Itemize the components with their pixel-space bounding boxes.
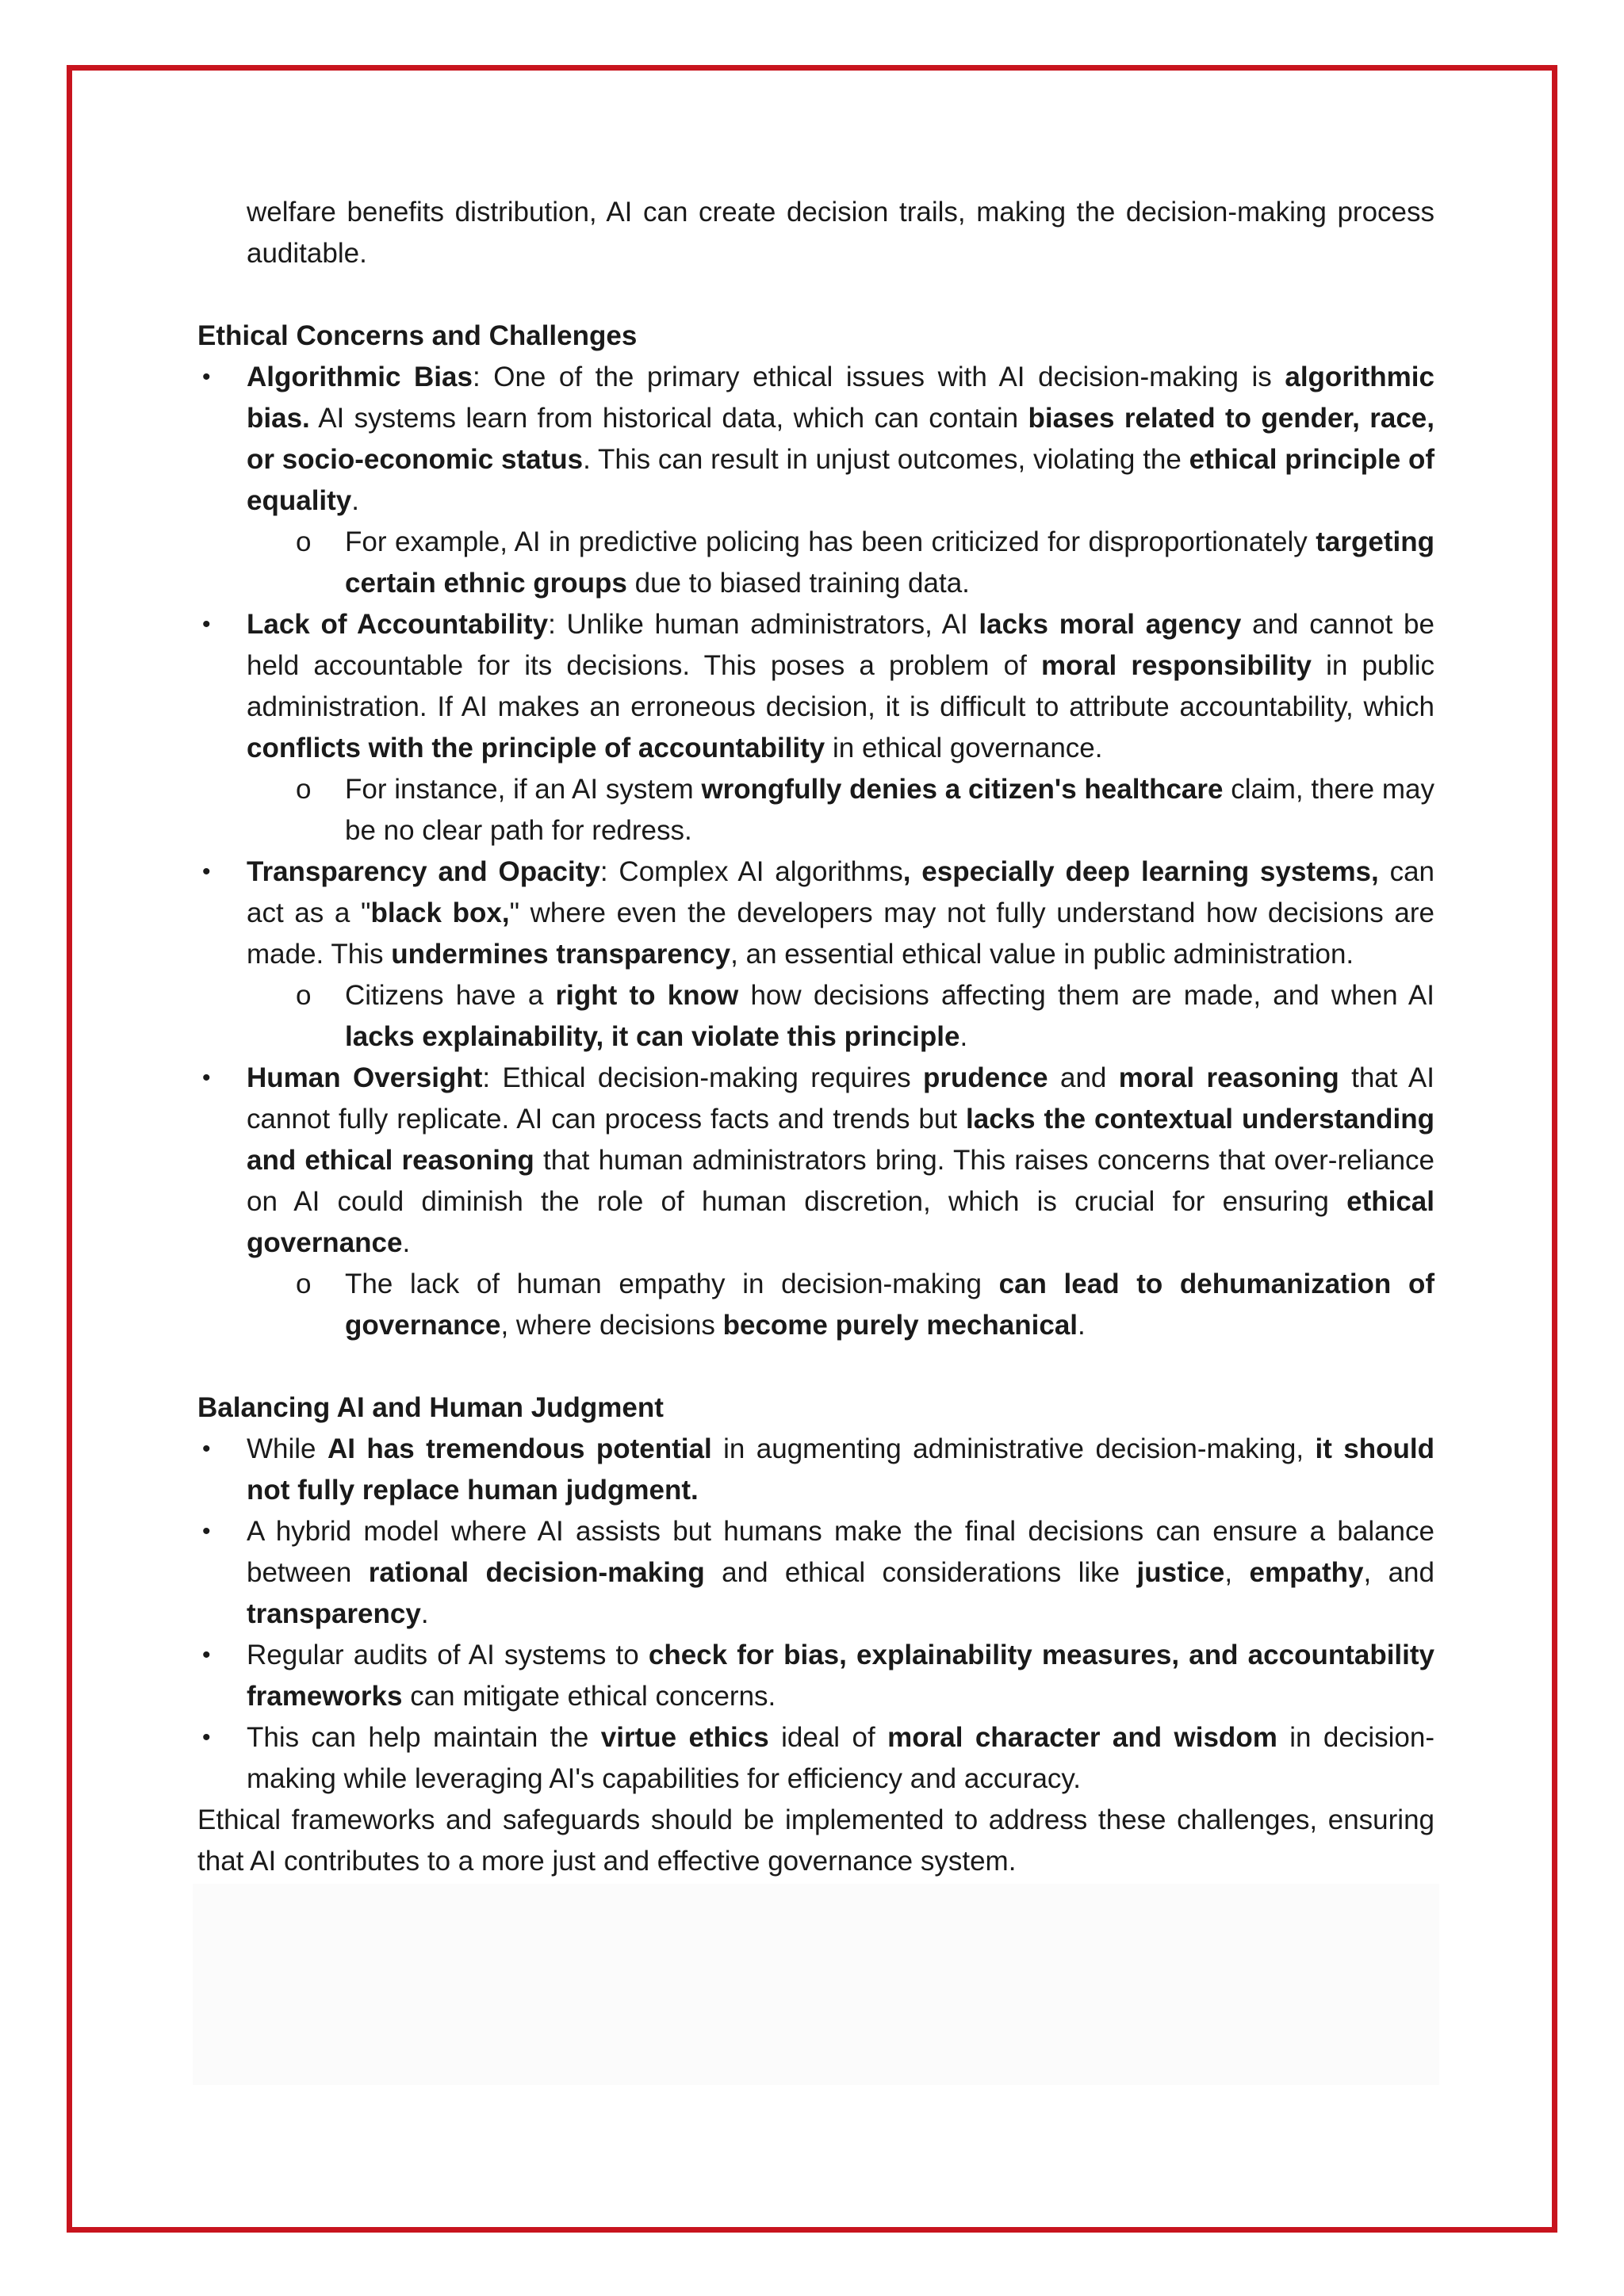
list-item: • While AI has tremendous potential in augmenting administrative decision-making, it should not fully replace human judgment. xyxy=(197,1429,1434,1511)
sub-list xyxy=(247,522,1434,604)
bullet-marker: • xyxy=(202,611,211,637)
document-body xyxy=(197,192,1434,1882)
sub-list-item: o For example, AI in predictive policing has been criticized for disproportionately targeting certain ethnic groups due to biased training data. xyxy=(197,522,1434,604)
list-item: • Regular audits of AI systems to check for bias, explainability measures, and accountability frameworks can mitigate ethical concerns. xyxy=(197,1635,1434,1717)
sub-list-item: o Citizens have a right to know how decisions affecting them are made, and when AI lacks explainability, it can violate this principle. xyxy=(197,975,1434,1058)
sub-list-item: o The lack of human empathy in decision-making can lead to dehumanization of governance, where decisions become purely mechanical. xyxy=(197,1264,1434,1346)
sub-list xyxy=(247,1264,1434,1346)
sub-bullet-marker: o xyxy=(296,980,312,1011)
section-heading-balancing: Balancing AI and Human Judgment xyxy=(197,1392,664,1423)
list-item: • A hybrid model where AI assists but humans make the final decisions can ensure a balance between rational decision-making and ethical considerations like justice, empathy, and transparency. xyxy=(197,1511,1434,1635)
list-item: • Lack of Accountability: Unlike human administrators, AI lacks moral agency and cannot be held accountable for its decisions. This poses a problem of moral responsibility in public administration. If AI makes an erroneous decision, it is difficult to attribute accountability, which conflicts with the principle of accountability in ethical governance. o For instance, if an AI system wrongfully denies a citizen's healthcare claim, there may be no clear path for redress. xyxy=(197,604,1434,851)
sub-bullet-marker: o xyxy=(296,526,312,557)
bullet-marker: • xyxy=(202,1518,211,1544)
sub-list-item: o For instance, if an AI system wrongfully denies a citizen's healthcare claim, there may be no clear path for redress. xyxy=(197,769,1434,851)
closing-paragraph: Ethical frameworks and safeguards should be implemented to address these challenges, ensuring that AI contributes to a more just and effective governance system. xyxy=(197,1804,1434,1877)
bullet-marker: • xyxy=(202,364,211,390)
list-item: • Transparency and Opacity: Complex AI algorithms, especially deep learning systems, can act as a "black box," where even the developers may not fully understand how decisions are made. This undermines transparency, an essential ethical value in public administration. o Citizens have a right to know how decisions affecting them are made, and when AI lacks explainability, it can violate this principle. xyxy=(197,851,1434,1058)
bullet-marker: • xyxy=(202,1065,211,1091)
sub-list xyxy=(247,769,1434,851)
sub-list xyxy=(247,975,1434,1058)
bullet-marker: • xyxy=(202,1642,211,1668)
list-item: • Algorithmic Bias: One of the primary ethical issues with AI decision-making is algorithmic bias. AI systems learn from historical data, which can contain biases related to gender, race, or socio-economic status. This can result in unjust outcomes, violating the ethical principle of equality. o For example, AI in predictive policing has been criticized for disproportionately targeting certain ethnic groups due to biased training data. xyxy=(197,357,1434,604)
sub-bullet-marker: o xyxy=(296,1269,312,1299)
balancing-list xyxy=(197,1429,1434,1800)
list-item: • Human Oversight: Ethical decision-making requires prudence and moral reasoning that AI cannot fully replicate. AI can process facts and trends but lacks the contextual understanding and ethical reasoning that human administrators bring. This raises concerns that over-reliance on AI could diminish the role of human discretion, which is crucial for ensuring ethical governance. o The lack of human empathy in decision-making can lead to dehumanization of governance, where decisions become purely mechanical. xyxy=(197,1058,1434,1346)
empty-panel xyxy=(193,1884,1439,2085)
bullet-marker: • xyxy=(202,1436,211,1462)
list-item: • This can help maintain the virtue ethics ideal of moral character and wisdom in decision-making while leveraging AI's capabilities for efficiency and accuracy. xyxy=(197,1717,1434,1800)
bullet-marker: • xyxy=(202,859,211,885)
intro-continuation: welfare benefits distribution, AI can create decision trails, making the decision-making process auditable. xyxy=(247,197,1434,269)
sub-bullet-marker: o xyxy=(296,774,312,805)
ethical-concerns-list xyxy=(197,357,1434,1346)
section-heading-ethical-concerns: Ethical Concerns and Challenges xyxy=(197,320,638,351)
bullet-marker: • xyxy=(202,1724,211,1751)
